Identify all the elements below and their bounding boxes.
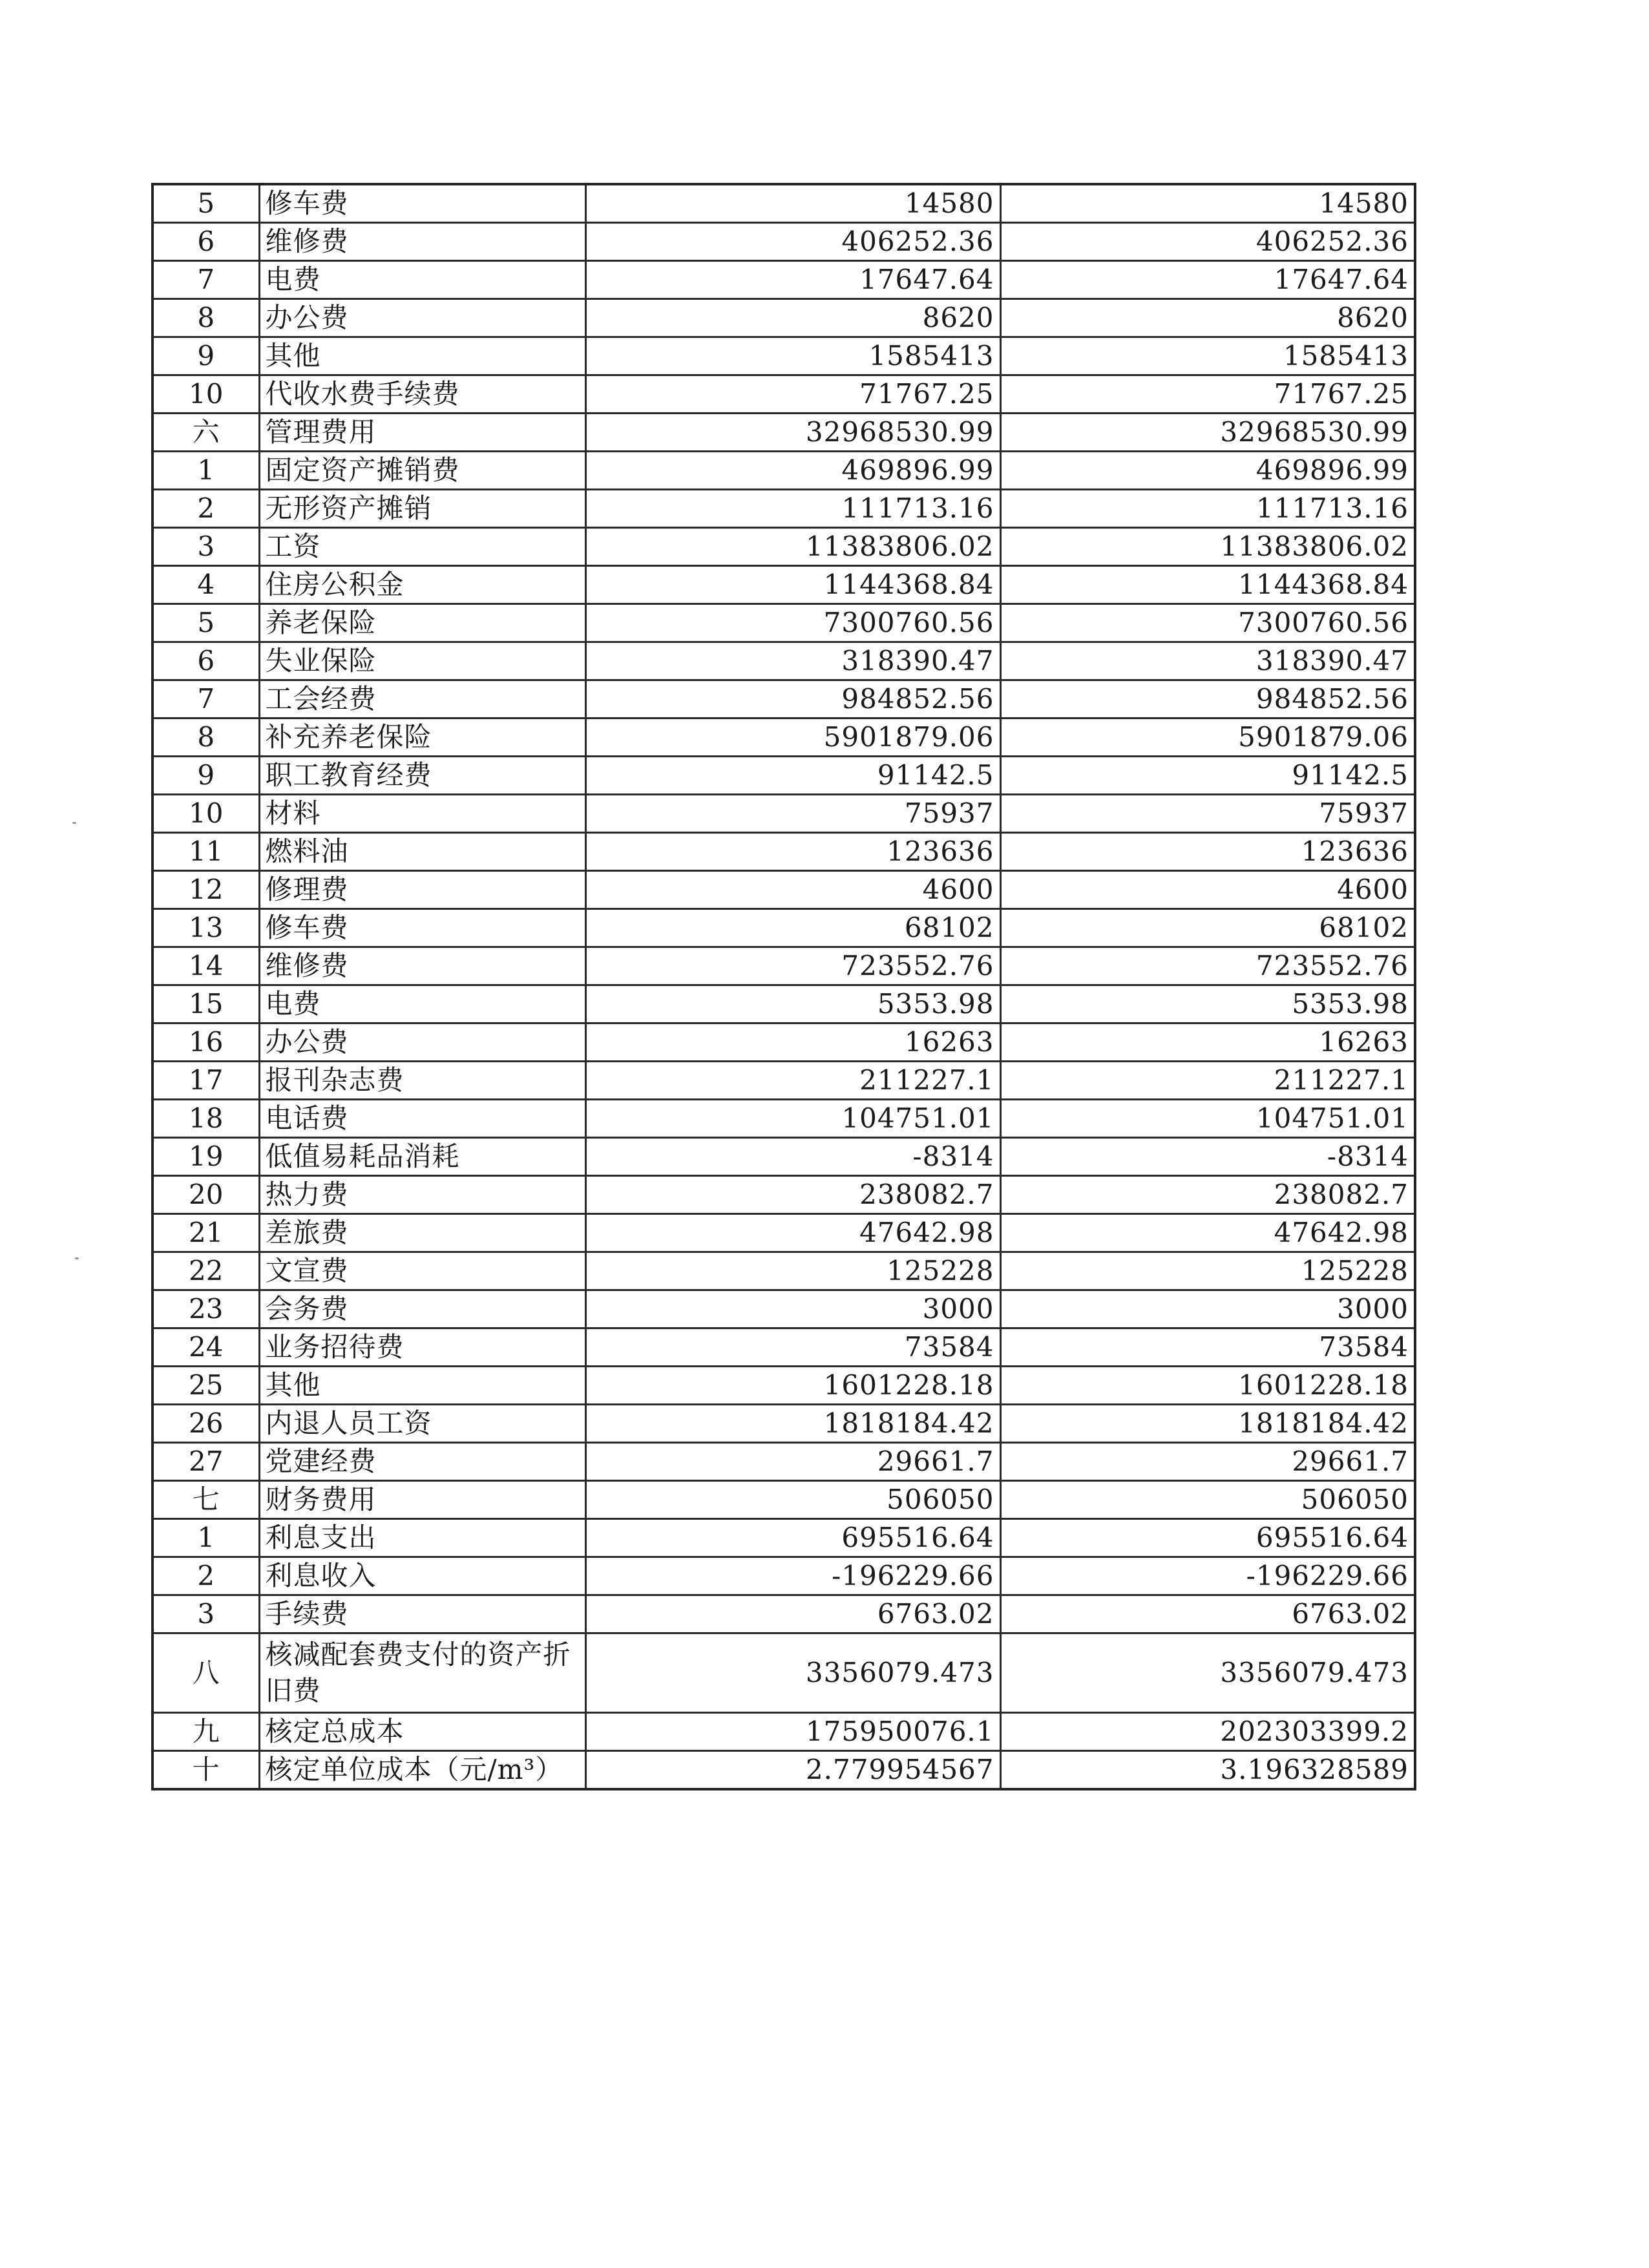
value-column-2-cell: 3356079.473 (1000, 1633, 1415, 1713)
value-column-2-cell: 238082.7 (1000, 1176, 1415, 1214)
value-column-1-cell: 4600 (585, 871, 1000, 909)
table-row (152, 566, 1415, 604)
value-column-2-cell: 8620 (1000, 299, 1415, 337)
item-name-cell: 业务招待费 (259, 1328, 585, 1367)
value-column-1-cell: 123636 (585, 833, 1000, 871)
table-row (152, 1443, 1415, 1481)
value-column-2-cell: 11383806.02 (1000, 528, 1415, 566)
row-number-cell: 10 (152, 375, 259, 414)
table-row (152, 1328, 1415, 1367)
item-name-cell: 会务费 (259, 1290, 585, 1328)
item-name-cell: 固定资产摊销费 (259, 452, 585, 490)
item-name-cell: 利息收入 (259, 1557, 585, 1595)
item-name-cell: 材料 (259, 795, 585, 833)
item-name-cell: 办公费 (259, 1024, 585, 1062)
value-column-2-cell: 14580 (1000, 184, 1415, 223)
value-column-1-cell: 984852.56 (585, 680, 1000, 719)
value-column-2-cell: 16263 (1000, 1024, 1415, 1062)
table-row (152, 1595, 1415, 1633)
value-column-2-cell: 125228 (1000, 1252, 1415, 1290)
table-row (152, 795, 1415, 833)
row-number-cell: 26 (152, 1405, 259, 1443)
item-name-cell: 财务费用 (259, 1481, 585, 1519)
value-column-1-cell: 5901879.06 (585, 719, 1000, 757)
value-column-1-cell: 506050 (585, 1481, 1000, 1519)
value-column-2-cell: 211227.1 (1000, 1062, 1415, 1100)
table-row (152, 452, 1415, 490)
row-number-cell: 25 (152, 1367, 259, 1405)
row-number-cell: 20 (152, 1176, 259, 1214)
table-row (152, 1405, 1415, 1443)
value-column-1-cell: 238082.7 (585, 1176, 1000, 1214)
value-column-2-cell: -8314 (1000, 1138, 1415, 1176)
table-row (152, 1024, 1415, 1062)
value-column-2-cell: 68102 (1000, 909, 1415, 947)
value-column-2-cell: 984852.56 (1000, 680, 1415, 719)
value-column-1-cell: 68102 (585, 909, 1000, 947)
item-name-cell: 工会经费 (259, 680, 585, 719)
table-row (152, 299, 1415, 337)
value-column-2-cell: 506050 (1000, 1481, 1415, 1519)
scan-speck (75, 1257, 79, 1259)
item-name-cell: 补充养老保险 (259, 719, 585, 757)
item-name-cell: 电话费 (259, 1100, 585, 1138)
table-row (152, 528, 1415, 566)
table-row (152, 719, 1415, 757)
value-column-2-cell: 104751.01 (1000, 1100, 1415, 1138)
value-column-2-cell: 4600 (1000, 871, 1415, 909)
value-column-1-cell: 29661.7 (585, 1443, 1000, 1481)
item-name-cell: 养老保险 (259, 604, 585, 642)
row-number-cell: 5 (152, 604, 259, 642)
item-name-cell: 核减配套费支付的资产折旧费 (259, 1633, 585, 1713)
value-column-2-cell: 318390.47 (1000, 642, 1415, 680)
row-number-cell: 3 (152, 528, 259, 566)
value-column-2-cell: 123636 (1000, 833, 1415, 871)
value-column-2-cell: 91142.5 (1000, 757, 1415, 795)
item-name-cell: 电费 (259, 985, 585, 1024)
value-column-1-cell: 175950076.1 (585, 1713, 1000, 1751)
table-row (152, 1481, 1415, 1519)
value-column-1-cell: 8620 (585, 299, 1000, 337)
value-column-1-cell: 6763.02 (585, 1595, 1000, 1633)
value-column-2-cell: 695516.64 (1000, 1519, 1415, 1557)
item-name-cell: 核定总成本 (259, 1713, 585, 1751)
row-number-cell: 9 (152, 337, 259, 375)
value-column-2-cell: 3000 (1000, 1290, 1415, 1328)
value-column-2-cell: 1601228.18 (1000, 1367, 1415, 1405)
cost-table-body (152, 184, 1415, 1789)
value-column-2-cell: 5353.98 (1000, 985, 1415, 1024)
table-row (152, 680, 1415, 719)
row-number-cell: 22 (152, 1252, 259, 1290)
item-name-cell: 热力费 (259, 1176, 585, 1214)
table-row (152, 757, 1415, 795)
item-name-cell: 住房公积金 (259, 566, 585, 604)
table-row (152, 414, 1415, 452)
item-name-cell: 其他 (259, 337, 585, 375)
table-row (152, 375, 1415, 414)
item-name-cell: 电费 (259, 261, 585, 299)
item-name-cell: 内退人员工资 (259, 1405, 585, 1443)
row-number-cell: 2 (152, 490, 259, 528)
table-row (152, 642, 1415, 680)
item-name-cell: 报刊杂志费 (259, 1062, 585, 1100)
item-name-cell: 管理费用 (259, 414, 585, 452)
row-number-cell: 11 (152, 833, 259, 871)
value-column-1-cell: 125228 (585, 1252, 1000, 1290)
table-row (152, 1713, 1415, 1751)
value-column-1-cell: 14580 (585, 184, 1000, 223)
row-number-cell: 8 (152, 719, 259, 757)
value-column-1-cell: 406252.36 (585, 223, 1000, 261)
value-column-1-cell: 32968530.99 (585, 414, 1000, 452)
row-number-cell: 十 (152, 1751, 259, 1790)
table-row (152, 1100, 1415, 1138)
value-column-1-cell: -196229.66 (585, 1557, 1000, 1595)
item-name-cell: 党建经费 (259, 1443, 585, 1481)
table-row (152, 833, 1415, 871)
row-number-cell: 5 (152, 184, 259, 223)
table-row (152, 1176, 1415, 1214)
item-name-cell: 维修费 (259, 223, 585, 261)
value-column-2-cell: 71767.25 (1000, 375, 1415, 414)
value-column-1-cell: 104751.01 (585, 1100, 1000, 1138)
row-number-cell: 10 (152, 795, 259, 833)
value-column-1-cell: 47642.98 (585, 1214, 1000, 1252)
table-row (152, 184, 1415, 223)
row-number-cell: 七 (152, 1481, 259, 1519)
value-column-2-cell: 32968530.99 (1000, 414, 1415, 452)
table-row (152, 1557, 1415, 1595)
row-number-cell: 21 (152, 1214, 259, 1252)
value-column-2-cell: 29661.7 (1000, 1443, 1415, 1481)
value-column-1-cell: 1601228.18 (585, 1367, 1000, 1405)
item-name-cell: 工资 (259, 528, 585, 566)
table-row (152, 1367, 1415, 1405)
table-row (152, 490, 1415, 528)
value-column-2-cell: 17647.64 (1000, 261, 1415, 299)
cost-table (151, 183, 1416, 1790)
value-column-1-cell: 1818184.42 (585, 1405, 1000, 1443)
table-row (152, 1252, 1415, 1290)
value-column-2-cell: 469896.99 (1000, 452, 1415, 490)
value-column-2-cell: 6763.02 (1000, 1595, 1415, 1633)
table-row (152, 1751, 1415, 1790)
value-column-2-cell: 1585413 (1000, 337, 1415, 375)
row-number-cell: 12 (152, 871, 259, 909)
row-number-cell: 18 (152, 1100, 259, 1138)
item-name-cell: 修车费 (259, 909, 585, 947)
row-number-cell: 6 (152, 223, 259, 261)
item-name-cell: 修理费 (259, 871, 585, 909)
item-name-cell: 差旅费 (259, 1214, 585, 1252)
value-column-2-cell: 111713.16 (1000, 490, 1415, 528)
value-column-1-cell: 71767.25 (585, 375, 1000, 414)
value-column-1-cell: 211227.1 (585, 1062, 1000, 1100)
row-number-cell: 六 (152, 414, 259, 452)
value-column-1-cell: 469896.99 (585, 452, 1000, 490)
table-row (152, 1519, 1415, 1557)
row-number-cell: 3 (152, 1595, 259, 1633)
row-number-cell: 17 (152, 1062, 259, 1100)
row-number-cell: 24 (152, 1328, 259, 1367)
row-number-cell: 27 (152, 1443, 259, 1481)
value-column-1-cell: 11383806.02 (585, 528, 1000, 566)
value-column-1-cell: 16263 (585, 1024, 1000, 1062)
value-column-2-cell: 1818184.42 (1000, 1405, 1415, 1443)
row-number-cell: 13 (152, 909, 259, 947)
value-column-1-cell: 3356079.473 (585, 1633, 1000, 1713)
row-number-cell: 23 (152, 1290, 259, 1328)
row-number-cell: 八 (152, 1633, 259, 1713)
value-column-2-cell: 75937 (1000, 795, 1415, 833)
value-column-2-cell: 1144368.84 (1000, 566, 1415, 604)
value-column-2-cell: 406252.36 (1000, 223, 1415, 261)
row-number-cell: 19 (152, 1138, 259, 1176)
row-number-cell: 9 (152, 757, 259, 795)
value-column-1-cell: 91142.5 (585, 757, 1000, 795)
value-column-1-cell: 111713.16 (585, 490, 1000, 528)
value-column-2-cell: 723552.76 (1000, 947, 1415, 985)
row-number-cell: 8 (152, 299, 259, 337)
value-column-1-cell: 1144368.84 (585, 566, 1000, 604)
value-column-2-cell: 7300760.56 (1000, 604, 1415, 642)
item-name-cell: 修车费 (259, 184, 585, 223)
row-number-cell: 14 (152, 947, 259, 985)
value-column-1-cell: 75937 (585, 795, 1000, 833)
value-column-2-cell: 73584 (1000, 1328, 1415, 1367)
value-column-1-cell: 2.779954567 (585, 1751, 1000, 1790)
row-number-cell: 1 (152, 452, 259, 490)
item-name-cell: 燃料油 (259, 833, 585, 871)
table-row (152, 223, 1415, 261)
table-row (152, 909, 1415, 947)
item-name-cell: 核定单位成本（元/m³） (259, 1751, 585, 1790)
value-column-1-cell: 723552.76 (585, 947, 1000, 985)
item-name-cell: 办公费 (259, 299, 585, 337)
scan-speck (72, 822, 76, 824)
value-column-1-cell: 17647.64 (585, 261, 1000, 299)
table-row (152, 985, 1415, 1024)
table-row (152, 1062, 1415, 1100)
row-number-cell: 4 (152, 566, 259, 604)
value-column-1-cell: 1585413 (585, 337, 1000, 375)
table-row (152, 1290, 1415, 1328)
item-name-cell: 低值易耗品消耗 (259, 1138, 585, 1176)
item-name-cell: 代收水费手续费 (259, 375, 585, 414)
row-number-cell: 1 (152, 1519, 259, 1557)
table-row (152, 1633, 1415, 1713)
item-name-cell: 无形资产摊销 (259, 490, 585, 528)
table-row (152, 1138, 1415, 1176)
table-row (152, 337, 1415, 375)
table-row (152, 604, 1415, 642)
value-column-1-cell: 318390.47 (585, 642, 1000, 680)
value-column-2-cell: 3.196328589 (1000, 1751, 1415, 1790)
value-column-1-cell: 73584 (585, 1328, 1000, 1367)
value-column-1-cell: 3000 (585, 1290, 1000, 1328)
value-column-1-cell: 7300760.56 (585, 604, 1000, 642)
table-row (152, 947, 1415, 985)
item-name-cell: 利息支出 (259, 1519, 585, 1557)
item-name-cell: 失业保险 (259, 642, 585, 680)
value-column-1-cell: -8314 (585, 1138, 1000, 1176)
row-number-cell: 15 (152, 985, 259, 1024)
item-name-cell: 其他 (259, 1367, 585, 1405)
item-name-cell: 文宣费 (259, 1252, 585, 1290)
item-name-cell: 维修费 (259, 947, 585, 985)
row-number-cell: 2 (152, 1557, 259, 1595)
value-column-2-cell: 5901879.06 (1000, 719, 1415, 757)
row-number-cell: 7 (152, 680, 259, 719)
value-column-2-cell: 47642.98 (1000, 1214, 1415, 1252)
value-column-2-cell: 202303399.2 (1000, 1713, 1415, 1751)
table-row (152, 1214, 1415, 1252)
item-name-cell: 职工教育经费 (259, 757, 585, 795)
table-row (152, 261, 1415, 299)
item-name-cell: 手续费 (259, 1595, 585, 1633)
row-number-cell: 7 (152, 261, 259, 299)
value-column-2-cell: -196229.66 (1000, 1557, 1415, 1595)
row-number-cell: 九 (152, 1713, 259, 1751)
table-row (152, 871, 1415, 909)
value-column-1-cell: 5353.98 (585, 985, 1000, 1024)
row-number-cell: 16 (152, 1024, 259, 1062)
row-number-cell: 6 (152, 642, 259, 680)
value-column-1-cell: 695516.64 (585, 1519, 1000, 1557)
